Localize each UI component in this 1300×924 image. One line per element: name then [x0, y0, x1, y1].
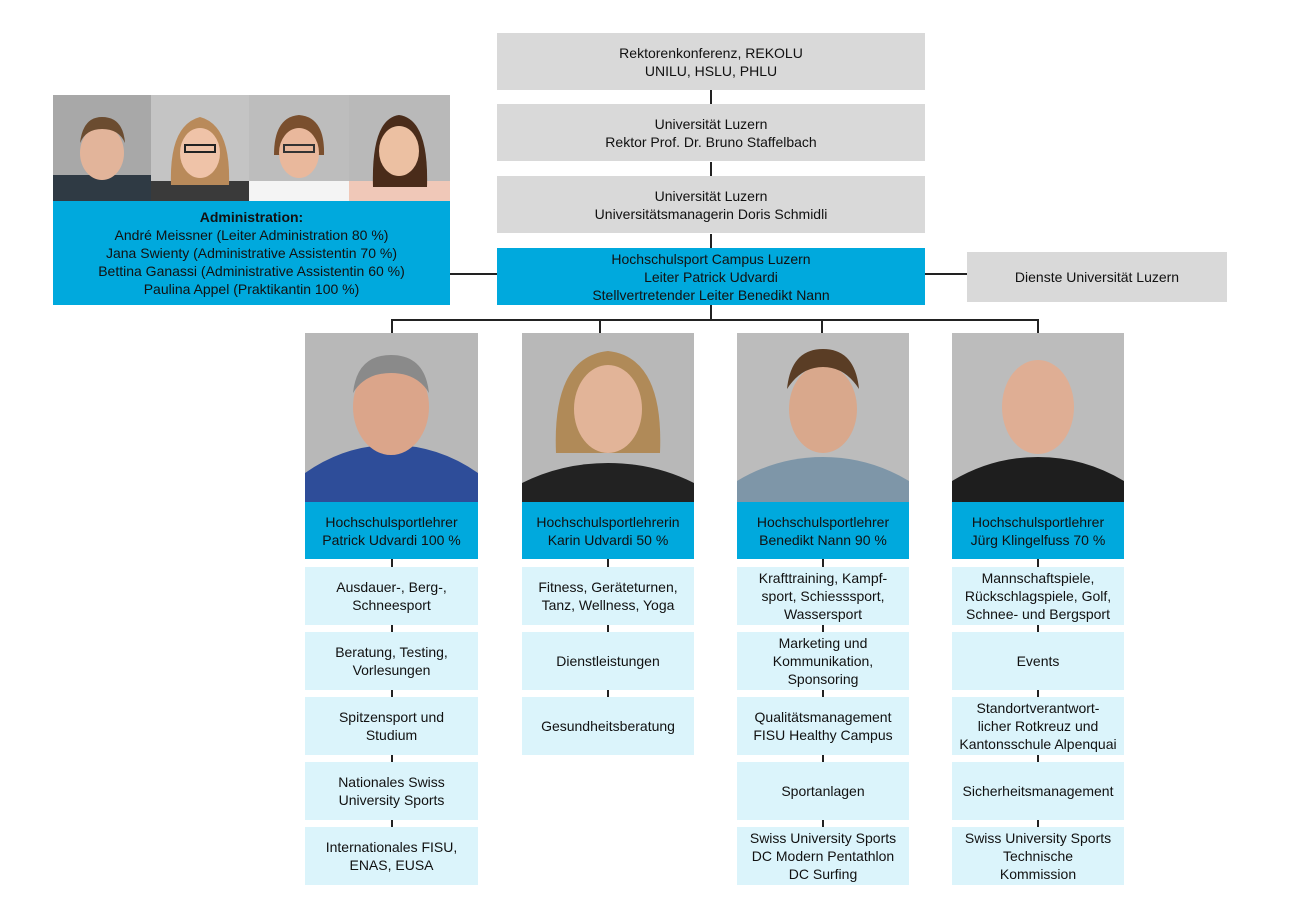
task-line: Sicherheitsmanagement — [962, 783, 1114, 799]
task-line: DC Modern Pentathlon — [751, 848, 895, 864]
task-line: Marketing und — [778, 635, 868, 651]
staff-photo-udvardi-karin — [522, 333, 694, 502]
task-box — [522, 567, 694, 625]
box-line: Stellvertretender Leiter Benedikt Nann — [592, 286, 830, 303]
task-line: DC Surfing — [788, 866, 858, 882]
task-line: Swiss University Sports — [749, 830, 897, 846]
box-line: Rektorenkonferenz, REKOLU — [619, 44, 803, 61]
staff-box-nann — [737, 502, 909, 559]
connector-line — [822, 625, 824, 632]
task-box — [737, 762, 909, 820]
connector-line — [391, 319, 393, 333]
task-line: Rückschlagspiele, Golf, — [964, 588, 1112, 604]
task-line: licher Rotkreuz und — [977, 718, 1099, 734]
task-box — [305, 762, 478, 820]
task-line: Spitzensport und — [338, 709, 445, 725]
task-box — [737, 567, 909, 625]
task-box — [305, 567, 478, 625]
box-line: Leiter Patrick Udvardi — [644, 268, 778, 285]
staff-name: Patrick Udvardi 100 % — [322, 531, 461, 548]
task-line: Sponsoring — [787, 671, 859, 687]
task-box — [737, 697, 909, 755]
connector-line — [822, 690, 824, 697]
task-box — [737, 632, 909, 690]
staff-role: Hochschulsportlehrer — [756, 513, 890, 530]
box-line: Universität Luzern — [654, 187, 768, 204]
admin-photo-1 — [53, 95, 151, 201]
admin-line: Jana Swienty (Administrative Assistentin 70 %) — [105, 245, 397, 261]
box-line: Dienste Universität Luzern — [1014, 269, 1180, 285]
task-box — [952, 632, 1124, 690]
connector-line — [822, 820, 824, 827]
admin-line: Paulina Appel (Praktikantin 100 %) — [143, 281, 360, 297]
connector-line — [391, 319, 1039, 321]
task-box — [522, 697, 694, 755]
task-box — [952, 827, 1124, 885]
admin-line: Bettina Ganassi (Administrative Assistentin 60 %) — [98, 263, 405, 279]
connector-line — [1037, 625, 1039, 632]
connector-line — [821, 319, 823, 333]
staff-name: Benedikt Nann 90 % — [759, 531, 887, 548]
task-line: University Sports — [338, 792, 445, 808]
admin-line: André Meissner (Leiter Administration 80 %) — [114, 227, 389, 243]
task-line: Internationales FISU, — [325, 839, 458, 855]
box-line: Universität Luzern — [654, 115, 768, 132]
task-line: Mannschaftspiele, — [981, 570, 1095, 586]
org-box-rektorenkonferenz — [497, 33, 925, 90]
task-line: Events — [1016, 653, 1060, 669]
connector-line — [710, 305, 712, 320]
connector-line — [607, 559, 609, 567]
staff-photo-udvardi-patrick — [305, 333, 478, 502]
org-box-dienste — [967, 252, 1227, 302]
task-line: Technische — [1002, 848, 1074, 864]
connector-line — [710, 162, 712, 176]
staff-name: Karin Udvardi 50 % — [547, 531, 669, 548]
staff-role: Hochschulsportlehrer — [325, 513, 458, 530]
connector-line — [599, 319, 601, 333]
box-line: Universitätsmanagerin Doris Schmidli — [594, 205, 828, 222]
task-line: Dienstleistungen — [556, 653, 660, 669]
connector-line — [822, 559, 824, 567]
box-line: Hochschulsport Campus Luzern — [611, 250, 811, 267]
connector-line — [391, 820, 393, 827]
connector-line — [710, 90, 712, 104]
connector-line — [1037, 755, 1039, 762]
task-line: Qualitätsmanagement — [754, 709, 892, 725]
admin-photo-4 — [349, 95, 450, 201]
task-line: Sportanlagen — [781, 783, 865, 799]
connector-line — [710, 234, 712, 248]
staff-role: Hochschulsportlehrer — [971, 513, 1105, 530]
task-line: Gesundheitsberatung — [541, 718, 675, 734]
task-box — [305, 827, 478, 885]
connector-line — [822, 755, 824, 762]
task-line: Kommission — [999, 866, 1077, 882]
connector-line — [450, 273, 497, 275]
staff-box-udvardi-patrick — [305, 502, 478, 559]
connector-line — [391, 625, 393, 632]
box-line: UNILU, HSLU, PHLU — [644, 62, 778, 79]
staff-box-klingelfuss — [952, 502, 1124, 559]
org-box-hochschulsport — [497, 248, 925, 305]
task-line: sport, Schiesssport, — [761, 588, 885, 604]
task-line: Ausdauer-, Berg-, — [336, 579, 447, 595]
connector-line — [607, 690, 609, 697]
task-box — [305, 697, 478, 755]
staff-box-udvardi-karin — [522, 502, 694, 559]
task-line: Standortverantwort- — [976, 700, 1100, 716]
connector-line — [1037, 690, 1039, 697]
staff-photo-klingelfuss — [952, 333, 1124, 502]
staff-role: Hochschulsportlehrerin — [536, 513, 680, 530]
task-box — [305, 632, 478, 690]
task-box — [952, 762, 1124, 820]
admin-photo-2 — [151, 95, 249, 201]
task-line: Krafttraining, Kampf- — [758, 570, 888, 586]
task-line: Nationales Swiss — [338, 774, 445, 790]
task-box — [737, 827, 909, 885]
task-line: Schneesport — [352, 597, 431, 613]
task-line: ENAS, EUSA — [349, 857, 434, 873]
org-box-rektor — [497, 104, 925, 161]
task-line: Swiss University Sports — [964, 830, 1112, 846]
admin-title: Administration: — [199, 209, 304, 225]
task-line: Tanz, Wellness, Yoga — [541, 597, 675, 613]
connector-line — [925, 273, 967, 275]
admin-photo-3 — [249, 95, 349, 201]
task-line: Fitness, Geräteturnen, — [538, 579, 678, 595]
org-box-universitaetsmanagerin — [497, 176, 925, 233]
connector-line — [391, 690, 393, 697]
staff-name: Jürg Klingelfuss 70 % — [970, 531, 1106, 548]
connector-line — [391, 755, 393, 762]
task-line: Wassersport — [783, 606, 863, 622]
connector-line — [391, 559, 393, 567]
connector-line — [1037, 820, 1039, 827]
task-line: Kantonsschule Alpenquai — [959, 736, 1117, 752]
task-line: FISU Healthy Campus — [753, 727, 893, 743]
task-box — [952, 697, 1124, 755]
connector-line — [1037, 319, 1039, 333]
connector-line — [1037, 559, 1039, 567]
task-line: Studium — [365, 727, 418, 743]
box-line: Rektor Prof. Dr. Bruno Staffelbach — [605, 133, 817, 150]
task-line: Beratung, Testing, — [335, 644, 448, 660]
task-box — [952, 567, 1124, 625]
task-line: Vorlesungen — [352, 662, 431, 678]
task-box — [522, 632, 694, 690]
admin-box — [53, 201, 450, 305]
connector-line — [607, 625, 609, 632]
task-line: Schnee- und Bergsport — [966, 606, 1110, 622]
task-line: Kommunikation, — [772, 653, 874, 669]
staff-photo-nann — [737, 333, 909, 502]
